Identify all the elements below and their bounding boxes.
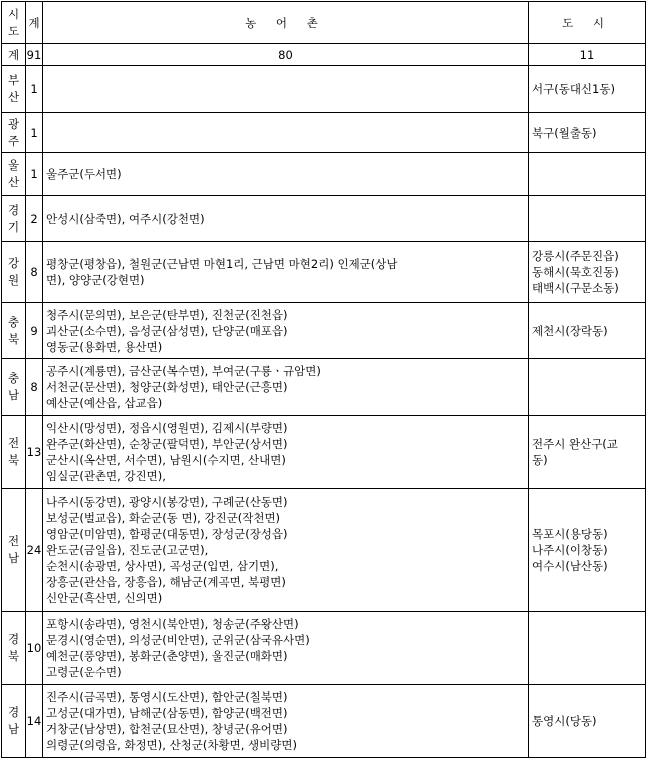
total-city-cell: 11	[529, 44, 646, 66]
rural-line: 장흥군(관산읍, 장흥읍), 해남군(계곡면, 북평면)	[46, 575, 286, 589]
rural-line: 안성시(삼죽면), 여주시(강천면)	[46, 211, 205, 226]
city-cell	[529, 196, 646, 242]
designation-table	[1, 1, 646, 758]
city-line: 여수시(남산동)	[532, 559, 608, 573]
table-row	[2, 66, 646, 113]
region-cell	[2, 685, 26, 758]
rural-line: 평창군(평창읍), 철원군(근남면 마현1리, 근남면 마현2리) 인제군(상남	[46, 257, 398, 271]
count-cell: 2	[26, 196, 43, 242]
region-cell	[2, 113, 26, 153]
rural-line: 영동군(용화면, 용산면)	[46, 339, 163, 354]
rural-line: 고성군(대가면), 남해군(삼동면), 함양군(백전면)	[46, 706, 288, 720]
city-cell	[529, 489, 646, 612]
header-region-cell	[2, 2, 26, 44]
table-row	[2, 685, 646, 758]
city-cell	[529, 66, 646, 113]
city-line: 태백시(구문소동)	[532, 281, 619, 295]
region-cell	[2, 242, 26, 303]
rural-cell	[43, 359, 529, 416]
header-region-char: 도	[7, 23, 20, 38]
city-cell	[529, 685, 646, 758]
rural-line: 예산군(예산읍, 삽교읍)	[46, 396, 163, 410]
rural-cell	[43, 242, 529, 303]
count-cell: 8	[26, 359, 43, 416]
rural-cell	[43, 66, 529, 113]
city-line: 북구(월출동)	[532, 125, 597, 140]
rural-line: 진주시(금곡면), 통영시(도산면), 함안군(칠북면)	[46, 690, 288, 704]
count-cell: 9	[26, 303, 43, 359]
count-cell: 24	[26, 489, 43, 612]
count-cell: 10	[26, 612, 43, 685]
rural-line: 영암군(미암면), 함평군(대동면), 장성군(장성읍)	[46, 527, 288, 541]
region-cell	[2, 416, 26, 489]
header-city-cell: 도 시	[529, 2, 646, 44]
region-char: 남	[7, 388, 20, 402]
rural-cell	[43, 196, 529, 242]
region-char: 광	[7, 116, 20, 131]
rural-line: 괴산군(소수면), 음성군(삼성면), 단양군(매포읍)	[46, 323, 288, 338]
rural-line: 울주군(두서면)	[46, 167, 122, 181]
region-cell	[2, 612, 26, 685]
rural-cell	[43, 685, 529, 758]
region-cell	[2, 66, 26, 113]
region-char: 충	[7, 371, 20, 385]
rural-line: 임실군(관촌면, 강진면),	[46, 469, 166, 483]
region-char: 경	[7, 202, 20, 217]
table-row	[2, 242, 646, 303]
rural-line: 청주시(문의면), 보은군(탄부면), 진천군(진천읍)	[46, 307, 288, 322]
region-char: 북	[7, 331, 20, 346]
table-row	[2, 303, 646, 359]
region-char: 주	[7, 133, 20, 148]
header-row	[2, 2, 646, 44]
city-line: 동해시(묵호진동)	[532, 265, 619, 279]
city-cell	[529, 303, 646, 359]
rural-line: 포항시(송라면), 영천시(북안면), 청송군(주왕산면)	[46, 617, 299, 631]
count-cell: 8	[26, 242, 43, 303]
city-line: 제천시(장락동)	[532, 323, 608, 338]
total-rural-cell: 80	[43, 44, 529, 66]
region-char: 울	[7, 158, 20, 172]
rural-cell	[43, 303, 529, 359]
rural-line: 고령군(운수면)	[46, 665, 122, 679]
region-char: 산	[7, 90, 20, 104]
rural-cell	[43, 113, 529, 153]
region-cell	[2, 153, 26, 196]
rural-line: 면), 양양군(강현면)	[46, 273, 145, 287]
rural-cell	[43, 489, 529, 612]
region-char: 남	[7, 722, 20, 736]
city-cell	[529, 416, 646, 489]
rural-line: 군산시(옥산면, 서수면), 남원시(수지면, 산내면)	[46, 453, 286, 467]
city-line: 강릉시(주문진읍)	[532, 249, 619, 263]
region-cell	[2, 196, 26, 242]
total-row	[2, 44, 646, 66]
rural-line: 익산시(망성면), 정읍시(영원면), 김제시(부량면)	[46, 421, 288, 435]
rural-line: 거창군(남상면), 합천군(묘산면), 창녕군(유어면)	[46, 722, 288, 736]
header-region-char: 시	[7, 6, 20, 21]
rural-cell	[43, 612, 529, 685]
region-char: 남	[7, 551, 20, 565]
rural-line: 공주시(계룡면), 금산군(복수면), 부여군(구룡ㆍ규암면)	[46, 364, 321, 378]
table-row	[2, 416, 646, 489]
rural-line: 나주시(동강면), 광양시(봉강면), 구례군(산동면)	[46, 495, 288, 509]
city-line: 전주시 완산구(교	[532, 437, 618, 451]
count-cell: 1	[26, 113, 43, 153]
region-char: 경	[7, 705, 20, 719]
rural-cell	[43, 416, 529, 489]
rural-cell	[43, 153, 529, 196]
total-count-cell: 91	[26, 44, 43, 66]
region-cell	[2, 303, 26, 359]
rural-line: 서천군(문산면), 청양군(화성면), 태안군(근흥면)	[46, 380, 288, 394]
rural-line: 의령군(의령읍, 화정면), 산청군(차황면, 생비량면)	[46, 738, 297, 752]
city-line: 서구(동대신1동)	[532, 82, 615, 96]
count-cell: 1	[26, 153, 43, 196]
rural-line: 순천시(송광면, 상사면), 곡성군(입면, 삼기면),	[46, 559, 279, 573]
total-region-cell: 계	[2, 44, 26, 66]
header-count-cell: 계	[26, 2, 43, 44]
table-row	[2, 153, 646, 196]
region-char: 북	[7, 649, 20, 663]
region-char: 강	[7, 256, 20, 270]
city-line: 통영시(당동)	[532, 714, 597, 728]
region-char: 부	[7, 73, 20, 87]
count-cell: 14	[26, 685, 43, 758]
table-row	[2, 359, 646, 416]
city-line: 동)	[532, 453, 548, 467]
rural-line: 예천군(풍양면), 봉화군(춘양면), 울진군(매화면)	[46, 649, 288, 663]
city-cell	[529, 113, 646, 153]
rural-line: 완도군(금일읍), 진도군(고군면),	[46, 543, 209, 557]
table-row	[2, 196, 646, 242]
city-cell	[529, 612, 646, 685]
region-char: 북	[7, 453, 20, 467]
region-cell	[2, 359, 26, 416]
region-cell	[2, 489, 26, 612]
region-char: 전	[7, 436, 20, 450]
region-char: 충	[7, 314, 20, 329]
count-cell: 1	[26, 66, 43, 113]
city-cell	[529, 359, 646, 416]
region-char: 경	[7, 632, 20, 646]
region-char: 기	[7, 219, 20, 234]
city-cell	[529, 153, 646, 196]
region-char: 원	[7, 273, 20, 287]
table-row	[2, 612, 646, 685]
table-row	[2, 489, 646, 612]
rural-line: 완주군(화산면), 순창군(팔덕면), 부안군(상서면)	[46, 437, 288, 451]
region-char: 산	[7, 175, 20, 189]
table-row	[2, 113, 646, 153]
city-line: 목포시(용당동)	[532, 527, 608, 541]
rural-line: 보성군(벌교읍), 화순군(동 면), 강진군(작천면)	[46, 511, 281, 525]
city-line: 나주시(이창동)	[532, 543, 608, 557]
count-cell: 13	[26, 416, 43, 489]
rural-line: 문경시(영순면), 의성군(비안면), 군위군(삼국유사면)	[46, 633, 310, 647]
header-rural-cell: 농 어 촌	[43, 2, 529, 44]
region-char: 전	[7, 534, 20, 548]
rural-line: 신안군(흑산면, 신의면)	[46, 591, 163, 605]
city-cell	[529, 242, 646, 303]
